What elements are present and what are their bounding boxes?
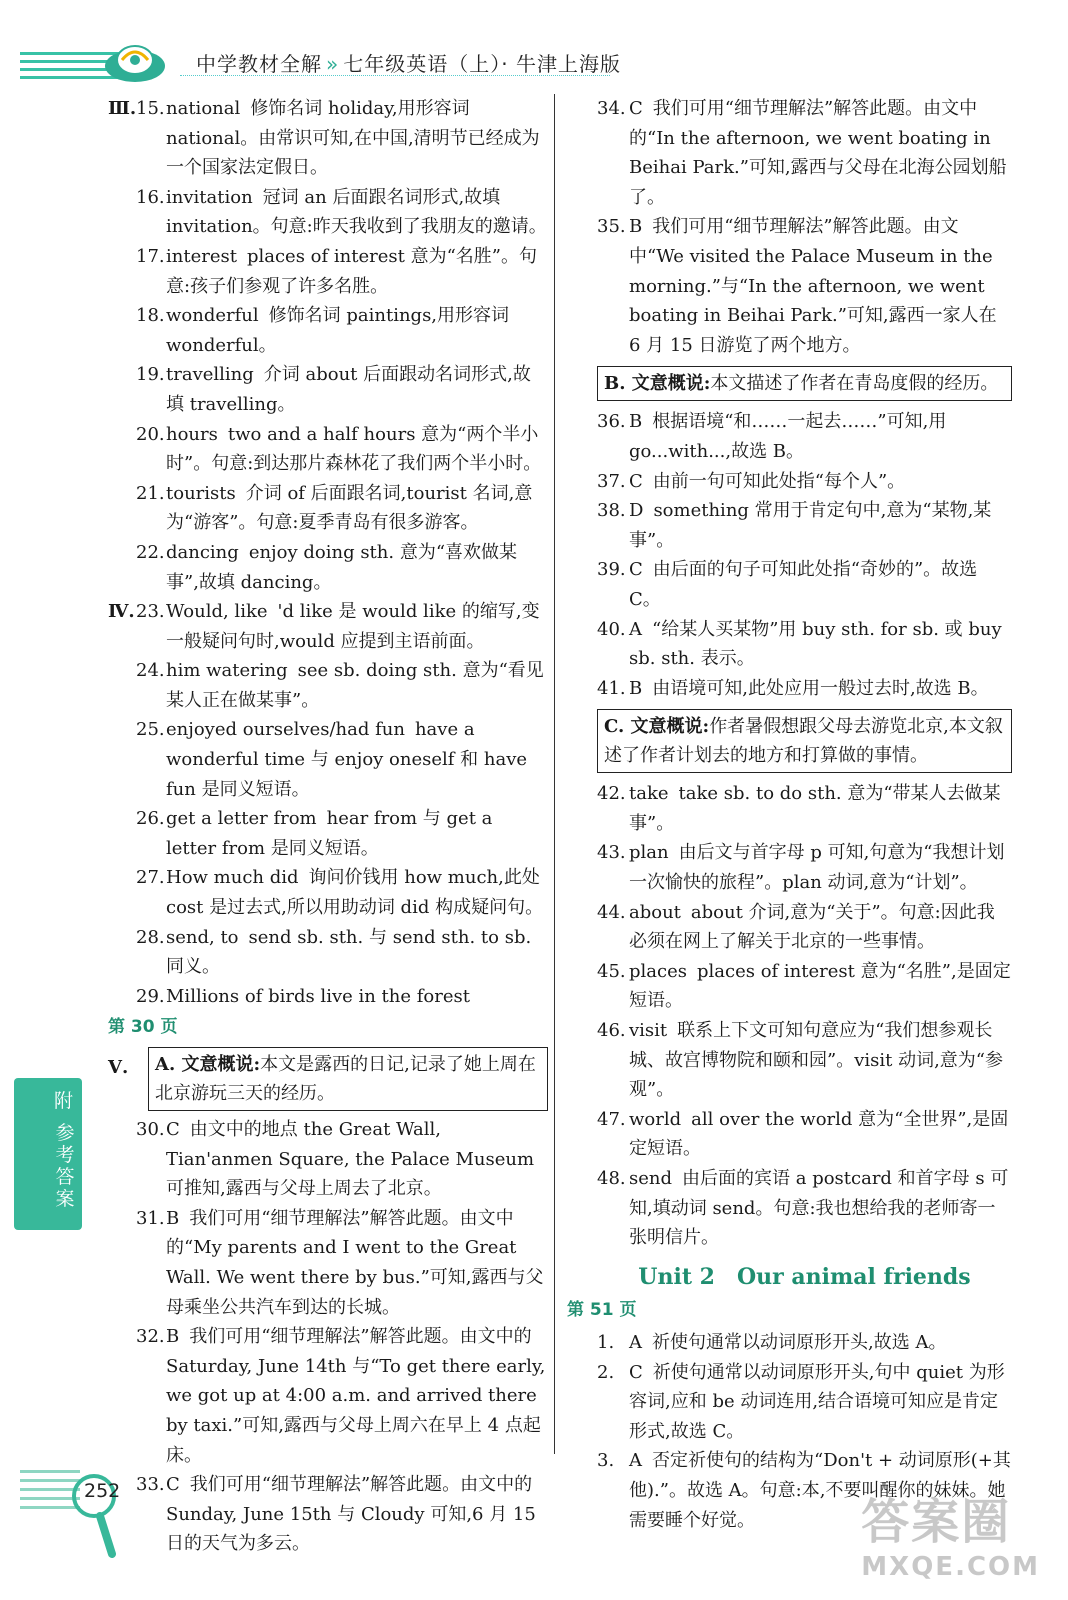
answer-item <box>597 838 1012 897</box>
page-header <box>0 0 1068 90</box>
item-explanation: 冠词 an 后面跟名词形式,故填 invitation。句意:昨天我收到了我朋友的邀请。 <box>166 186 547 238</box>
item-number: 22. <box>136 541 165 563</box>
item-explanation: two and a half hours 意为“两个半小时”。句意:到达那片森林花了我们两个半小时。 <box>166 423 542 475</box>
item-number: 46. <box>597 1020 626 1042</box>
appendix-label: 附 <box>54 1090 74 1112</box>
item-number: 32. <box>136 1326 165 1348</box>
item-answer: B <box>629 411 643 433</box>
item-answer: world <box>629 1108 682 1130</box>
item-number: 40. <box>597 618 626 640</box>
item-answer: hours <box>166 423 218 445</box>
answer-item <box>108 715 548 804</box>
item-answer: wonderful <box>166 305 259 327</box>
item-explanation: 祈使句通常以动词原形开头,句中 quiet 为形容词,应和 be 动词连用,结合语境可知应是肯定形式,故选 C。 <box>629 1361 1005 1442</box>
item-number: 47. <box>597 1108 626 1130</box>
item-number: 38. <box>597 500 626 522</box>
answer-item <box>108 301 548 360</box>
item-explanation: about 介词,意为“关于”。句意:因此我必须在网上了解关于北京的一些事情。 <box>629 901 995 953</box>
item-answer: C <box>166 1474 180 1496</box>
item-answer: A <box>629 618 642 640</box>
item-explanation: 由后面的宾语 a postcard 和首字母 s 可知,填动词 send。句意:我也想给我的老师寄一张明信片。 <box>629 1168 1009 1249</box>
answer-item <box>597 898 1012 957</box>
answer-item <box>108 863 548 922</box>
item-explanation: 联系上下文可知句意应为“我们想参观长城、故宫博物院和颐和园”。visit 动词,意为“参观”。 <box>629 1020 1003 1101</box>
answer-item <box>597 407 1012 466</box>
item-explanation: 介词 about 后面跟动名词形式,故填 travelling。 <box>166 364 531 415</box>
page-51-heading: 第 51 页 <box>567 1300 637 1321</box>
summary-label: C. 文意概说: <box>604 716 710 738</box>
item-explanation: see sb. doing sth. 意为“看见某人正在做某事”。 <box>166 660 544 711</box>
page-number: 252 <box>84 1480 121 1502</box>
summary-label: B. 文意概说: <box>604 373 711 395</box>
item-number: 48. <box>597 1168 626 1189</box>
item-answer: places <box>629 960 687 982</box>
answer-item <box>597 496 1012 555</box>
answer-item <box>597 779 1012 838</box>
item-explanation: have a wonderful time 与 enjoy oneself 和 have fun 是同义短语。 <box>166 719 528 800</box>
item-number: 34. <box>597 98 626 119</box>
item-answer: D <box>629 500 644 522</box>
item-answer: Millions of birds live in the forest <box>166 985 470 1007</box>
answer-item <box>597 1358 1012 1447</box>
item-answer: B <box>166 1326 180 1348</box>
item-answer: take <box>629 783 669 805</box>
answer-item <box>108 804 548 863</box>
item-answer: visit <box>629 1020 668 1042</box>
item-explanation: 修饰名词 paintings,用形容词 wonderful。 <box>166 305 510 356</box>
item-answer: C <box>629 98 643 119</box>
answer-item <box>597 674 1012 704</box>
summary-box-b <box>597 366 1012 401</box>
watermark-logo: 答案圈 <box>861 1494 1012 1550</box>
item-number: 36. <box>597 411 626 433</box>
item-explanation: enjoy doing sth. 意为“喜欢做某事”,故填 dancing。 <box>166 541 518 593</box>
watermark-url: MXQE.COM <box>861 1552 1040 1582</box>
answer-item <box>108 656 548 715</box>
unit-title <box>597 1263 1012 1293</box>
item-number: 2. <box>597 1361 615 1383</box>
book-logo-icon <box>100 36 170 86</box>
item-answer: C <box>166 1119 180 1140</box>
section-roman-numeral: Ⅳ. <box>108 601 135 623</box>
item-explanation: all over the world 意为“全世界”,是固定短语。 <box>629 1108 1009 1160</box>
answers-34-35 <box>597 94 1012 360</box>
item-number: 35. <box>597 216 626 238</box>
summary-text: 本文描述了作者在青岛度假的经历。 <box>710 373 999 395</box>
item-number: 3. <box>597 1450 615 1472</box>
item-explanation: 祈使句通常以动词原形开头,故选 A。 <box>652 1331 947 1353</box>
item-answer: B <box>166 1207 180 1229</box>
item-explanation: 我们可用“细节理解法”解答此题。由文中的“In the afternoon, we went boating in Beihai Park.”可知,露西与父母在北海公园划船了。 <box>629 98 1007 208</box>
answer-item <box>108 242 548 301</box>
item-answer: get a letter from <box>166 808 317 830</box>
item-explanation: 修饰名词 holiday,用形容词 national。由常识可知,在中国,清明节已经成为一个国家法定假日。 <box>166 98 540 179</box>
item-number: 29. <box>136 985 165 1007</box>
item-explanation: 由前一句可知此处指“每个人”。 <box>652 470 906 492</box>
answer-item <box>108 1322 548 1470</box>
summary-box-c <box>597 709 1012 773</box>
item-number: 42. <box>597 783 626 805</box>
item-explanation: 由文中的地点 the Great Wall, Tian'anmen Square, the Palace Museum 可推知,露西与父母上周去了北京。 <box>166 1119 535 1200</box>
answer-item <box>597 212 1012 360</box>
item-answer: send <box>629 1168 673 1189</box>
item-number: 26. <box>136 808 165 830</box>
right-column <box>567 94 1012 1535</box>
column-divider <box>554 94 555 1454</box>
item-number: 44. <box>597 901 626 923</box>
answer-item <box>597 1105 1012 1164</box>
item-explanation: 我们可用“细节理解法”解答此题。由文中的“My parents and I went to the Great Wall. We went there by bus.”可知,露西与父母乘坐公共汽车到达的长城。 <box>166 1207 544 1318</box>
item-answer: C <box>629 559 643 581</box>
answers-label: 参考答案 <box>55 1122 75 1210</box>
double-chevron-icon: » <box>326 52 340 76</box>
item-number: 21. <box>136 482 165 504</box>
item-explanation: 由语境可知,此处应用一般过去时,故选 B。 <box>652 677 989 699</box>
summary-box-a <box>148 1047 548 1111</box>
answer-item <box>108 420 548 479</box>
item-answer: him watering <box>166 660 288 682</box>
item-answer: invitation <box>166 186 253 208</box>
item-number: 30. <box>136 1119 165 1140</box>
answer-item <box>108 360 548 419</box>
item-answer: plan <box>629 842 669 864</box>
answer-item <box>597 1328 1012 1358</box>
answer-item <box>108 94 548 183</box>
item-number: 27. <box>136 867 165 889</box>
item-answer: A <box>629 1331 642 1353</box>
item-answer: B <box>629 216 643 238</box>
answer-item <box>597 555 1012 614</box>
page-30-heading: 第 30 页 <box>108 1017 178 1038</box>
left-column <box>108 94 548 1559</box>
answer-item <box>108 1115 548 1204</box>
item-number: 16. <box>136 186 165 208</box>
item-number: 39. <box>597 559 626 581</box>
item-answer: How much did <box>166 867 299 889</box>
summary-text: 本文是露西的日记,记录了她上周在北京游玩三天的经历。 <box>155 1054 536 1104</box>
item-number: 41. <box>597 677 626 699</box>
appendix-side-tab <box>14 1078 82 1230</box>
item-number: 1. <box>597 1331 615 1353</box>
item-answer: travelling <box>166 364 254 386</box>
item-explanation: 否定祈使句的结构为“Don't + 动词原形(+其他).”。故选 A。句意:本,不要叫醒你的妹妹。她需要睡个好觉。 <box>629 1450 1011 1531</box>
section-3-list <box>108 94 548 597</box>
item-explanation: places of interest 意为“名胜”,是固定短语。 <box>629 960 1011 1012</box>
answer-item <box>108 923 548 982</box>
section-5-label: Ⅴ. <box>108 1057 129 1078</box>
item-number: 23. <box>136 601 165 623</box>
item-number: 28. <box>136 926 165 948</box>
item-answer: C <box>629 470 643 492</box>
item-answer: A <box>629 1450 642 1472</box>
book-subtitle: 七年级英语（上）· 牛津上海版 <box>343 52 621 76</box>
answers-36-41 <box>597 407 1012 703</box>
item-explanation: 介词 of 后面跟名词,tourist 名词,意为“游客”。句意:夏季青岛有很多游客。 <box>166 482 533 534</box>
answer-item <box>597 94 1012 212</box>
answer-item <box>597 1164 1012 1253</box>
item-answer: send, to <box>166 926 239 948</box>
item-answer: Would, like <box>166 601 268 623</box>
item-explanation: something 常用于肯定句中,意为“某物,某事”。 <box>629 500 992 551</box>
item-number: 43. <box>597 842 626 864</box>
item-explanation: “给某人买某物”用 buy sth. for sb. 或 buy sb. sth. 表示。 <box>629 618 1002 670</box>
header-title <box>196 48 621 77</box>
item-explanation: places of interest 意为“名胜”。句意:孩子们参观了许多名胜。 <box>166 245 537 297</box>
answer-item <box>108 538 548 597</box>
item-explanation: 询问价钱用 how much,此处 cost 是过去式,所以用助动词 did 构成疑问句。 <box>166 867 544 919</box>
item-number: 24. <box>136 660 165 682</box>
item-number: 25. <box>136 719 165 741</box>
answer-item <box>108 1204 548 1322</box>
item-explanation: take sb. to do sth. 意为“带某人去做某事”。 <box>629 783 1001 834</box>
item-answer: tourists <box>166 482 236 504</box>
passage-a-summary <box>108 1047 548 1111</box>
book-title: 中学教材全解 <box>196 52 322 76</box>
answer-item <box>108 597 548 656</box>
item-number: 45. <box>597 960 626 982</box>
item-answer: about <box>629 901 681 923</box>
item-explanation: 我们可用“细节理解法”解答此题。由文中的 Sunday, June 15th 与 Cloudy 可知,6 月 15 日的天气为多云。 <box>166 1474 536 1555</box>
answers-42-48 <box>597 779 1012 1253</box>
item-explanation: send sb. sth. 与 send sth. to sb. 同义。 <box>166 926 532 978</box>
header-underline <box>180 75 610 76</box>
item-explanation: 由后文与首字母 p 可知,句意为“我想计划一次愉快的旅程”。plan 动词,意为“计划”。 <box>629 842 1005 894</box>
item-explanation: 'd like 是 would like 的缩写,变一般疑问句时,would 应提到主语前面。 <box>166 601 540 652</box>
item-answer: B <box>629 677 643 699</box>
watermark <box>861 1483 1040 1582</box>
page-footer <box>0 1460 200 1600</box>
item-number: 17. <box>136 245 165 267</box>
item-explanation: 我们可用“细节理解法”解答此题。由文中“We visited the Palace Museum in the morning.”与“In the afternoon, we went boating in Beihai Park.”可知,露西一家人在 6 月 15 日游览了两个地方。 <box>629 216 997 356</box>
unit-label: Unit 2 <box>638 1263 715 1290</box>
summary-label: A. 文意概说: <box>155 1054 261 1075</box>
item-answer: national <box>166 98 241 119</box>
section-4-list <box>108 597 548 1011</box>
answer-item <box>597 615 1012 674</box>
item-explanation: hear from 与 get a letter from 是同义短语。 <box>166 808 493 859</box>
item-answer: dancing <box>166 541 239 563</box>
answer-item <box>597 957 1012 1016</box>
answer-item <box>108 479 548 538</box>
item-number: 31. <box>136 1207 165 1229</box>
answer-item <box>597 1016 1012 1105</box>
item-explanation: 根据语境“和……一起去……”可知,用 go...with...,故选 B。 <box>629 411 947 462</box>
summary-text: 作者暑假想跟父母去游览北京,本文叙述了作者计划去的地方和打算做的事情。 <box>604 716 1003 767</box>
item-number: 18. <box>136 305 165 327</box>
section-roman-numeral: Ⅲ. <box>108 98 137 119</box>
item-answer: C <box>629 1361 643 1383</box>
item-number: 33. <box>136 1474 165 1496</box>
item-number: 19. <box>136 364 165 386</box>
item-number: 20. <box>136 423 165 445</box>
item-answer: enjoyed ourselves/had fun <box>166 719 405 741</box>
item-explanation: 由后面的句子可知此处指“奇妙的”。故选 C。 <box>629 559 978 610</box>
answer-item <box>597 467 1012 497</box>
item-number: 15. <box>136 98 165 119</box>
item-answer: interest <box>166 245 237 267</box>
item-explanation: 我们可用“细节理解法”解答此题。由文中的 Saturday, June 14th 与“To get there early, we got up at 4:00 a.m. and arrived there by taxi.”可知,露西与父母上周六在早上 4 点起床。 <box>166 1326 546 1466</box>
item-number: 37. <box>597 470 626 492</box>
answer-item <box>108 183 548 242</box>
answer-item <box>108 982 548 1012</box>
unit-name: Our animal friends <box>736 1263 971 1290</box>
